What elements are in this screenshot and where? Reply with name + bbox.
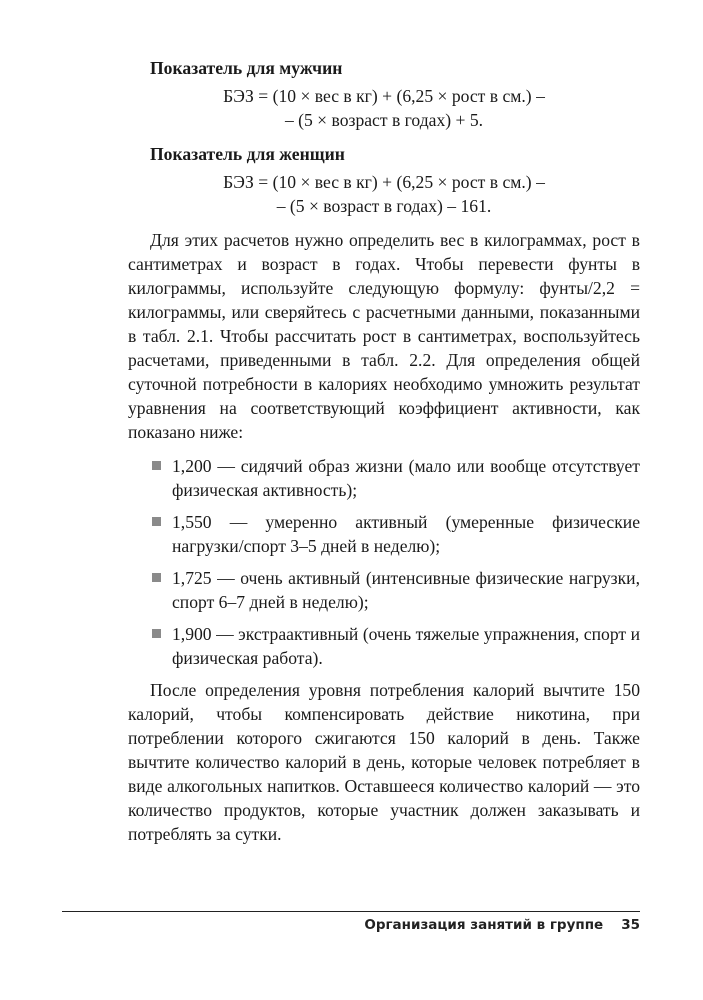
women-formula-line-1: БЭЗ = (10 × вес в кг) + (6,25 × рост в см.) – — [223, 172, 545, 192]
men-formula — [128, 84, 640, 132]
footer-divider — [62, 911, 640, 912]
square-bullet-icon — [152, 517, 161, 526]
page-content — [128, 56, 640, 854]
square-bullet-icon — [152, 573, 161, 582]
list-item — [128, 454, 640, 502]
women-formula — [128, 170, 640, 218]
women-formula-line-2: – (5 × возраст в годах) – 161. — [276, 196, 492, 216]
men-formula-heading: Показатель для мужчин — [150, 58, 343, 78]
square-bullet-icon — [152, 629, 161, 638]
women-formula-heading: Показатель для женщин — [150, 144, 345, 164]
paragraph-calculations — [128, 228, 640, 444]
square-bullet-icon — [152, 461, 161, 470]
running-footer-title: Организация занятий в группе — [364, 917, 604, 933]
paragraph-calorie-adjustment — [128, 678, 640, 846]
page-number: 35 — [621, 917, 640, 933]
page-footer — [364, 917, 640, 933]
men-formula-line-2: – (5 × возраст в годах) + 5. — [284, 110, 484, 130]
list-item — [128, 510, 640, 558]
list-item-text: 1,725 — очень активный (интенсивные физические нагрузки, спорт 6–7 дней в неделю); — [172, 568, 640, 612]
list-item-text: 1,200 — сидячий образ жизни (мало или вообще отсутствует физическая активность); — [172, 456, 640, 500]
men-formula-line-1: БЭЗ = (10 × вес в кг) + (6,25 × рост в см.) – — [223, 86, 545, 106]
list-item — [128, 622, 640, 670]
paragraph-calorie-adjustment-text: После определения уровня потребления калорий вычтите 150 калорий, чтобы компенсировать действие никотина, при потреблении которого сжигаются 150 калорий в день. Также вычтите количество калорий в день, которые человек потребляет в виде алкогольных напитков. Оставшееся количество калорий — это количество продуктов, которые участник должен заказывать и потреблять за сутки. — [128, 680, 640, 844]
paragraph-calculations-text: Для этих расчетов нужно определить вес в килограммах, рост в сантиметрах и возраст в годах. Чтобы перевести фунты в килограммы, используйте следующую формулу: фунты/2,2 = килограммы, или сверяйтесь с расчетными данными, показанными в табл. 2.1. Чтобы рассчитать рост в сантиметрах, воспользуйтесь расчетами, приведенными в табл. 2.2. Для определения общей суточной потребности в калориях необходимо умножить результат уравнения на соответствующий коэффициент активности, как показано ниже: — [128, 230, 640, 442]
activity-coefficient-list — [128, 454, 640, 670]
list-item-text: 1,900 — экстраактивный (очень тяжелые упражнения, спорт и физическая работа). — [172, 624, 640, 668]
list-item — [128, 566, 640, 614]
list-item-text: 1,550 — умеренно активный (умеренные физические нагрузки/спорт 3–5 дней в неделю); — [172, 512, 640, 556]
